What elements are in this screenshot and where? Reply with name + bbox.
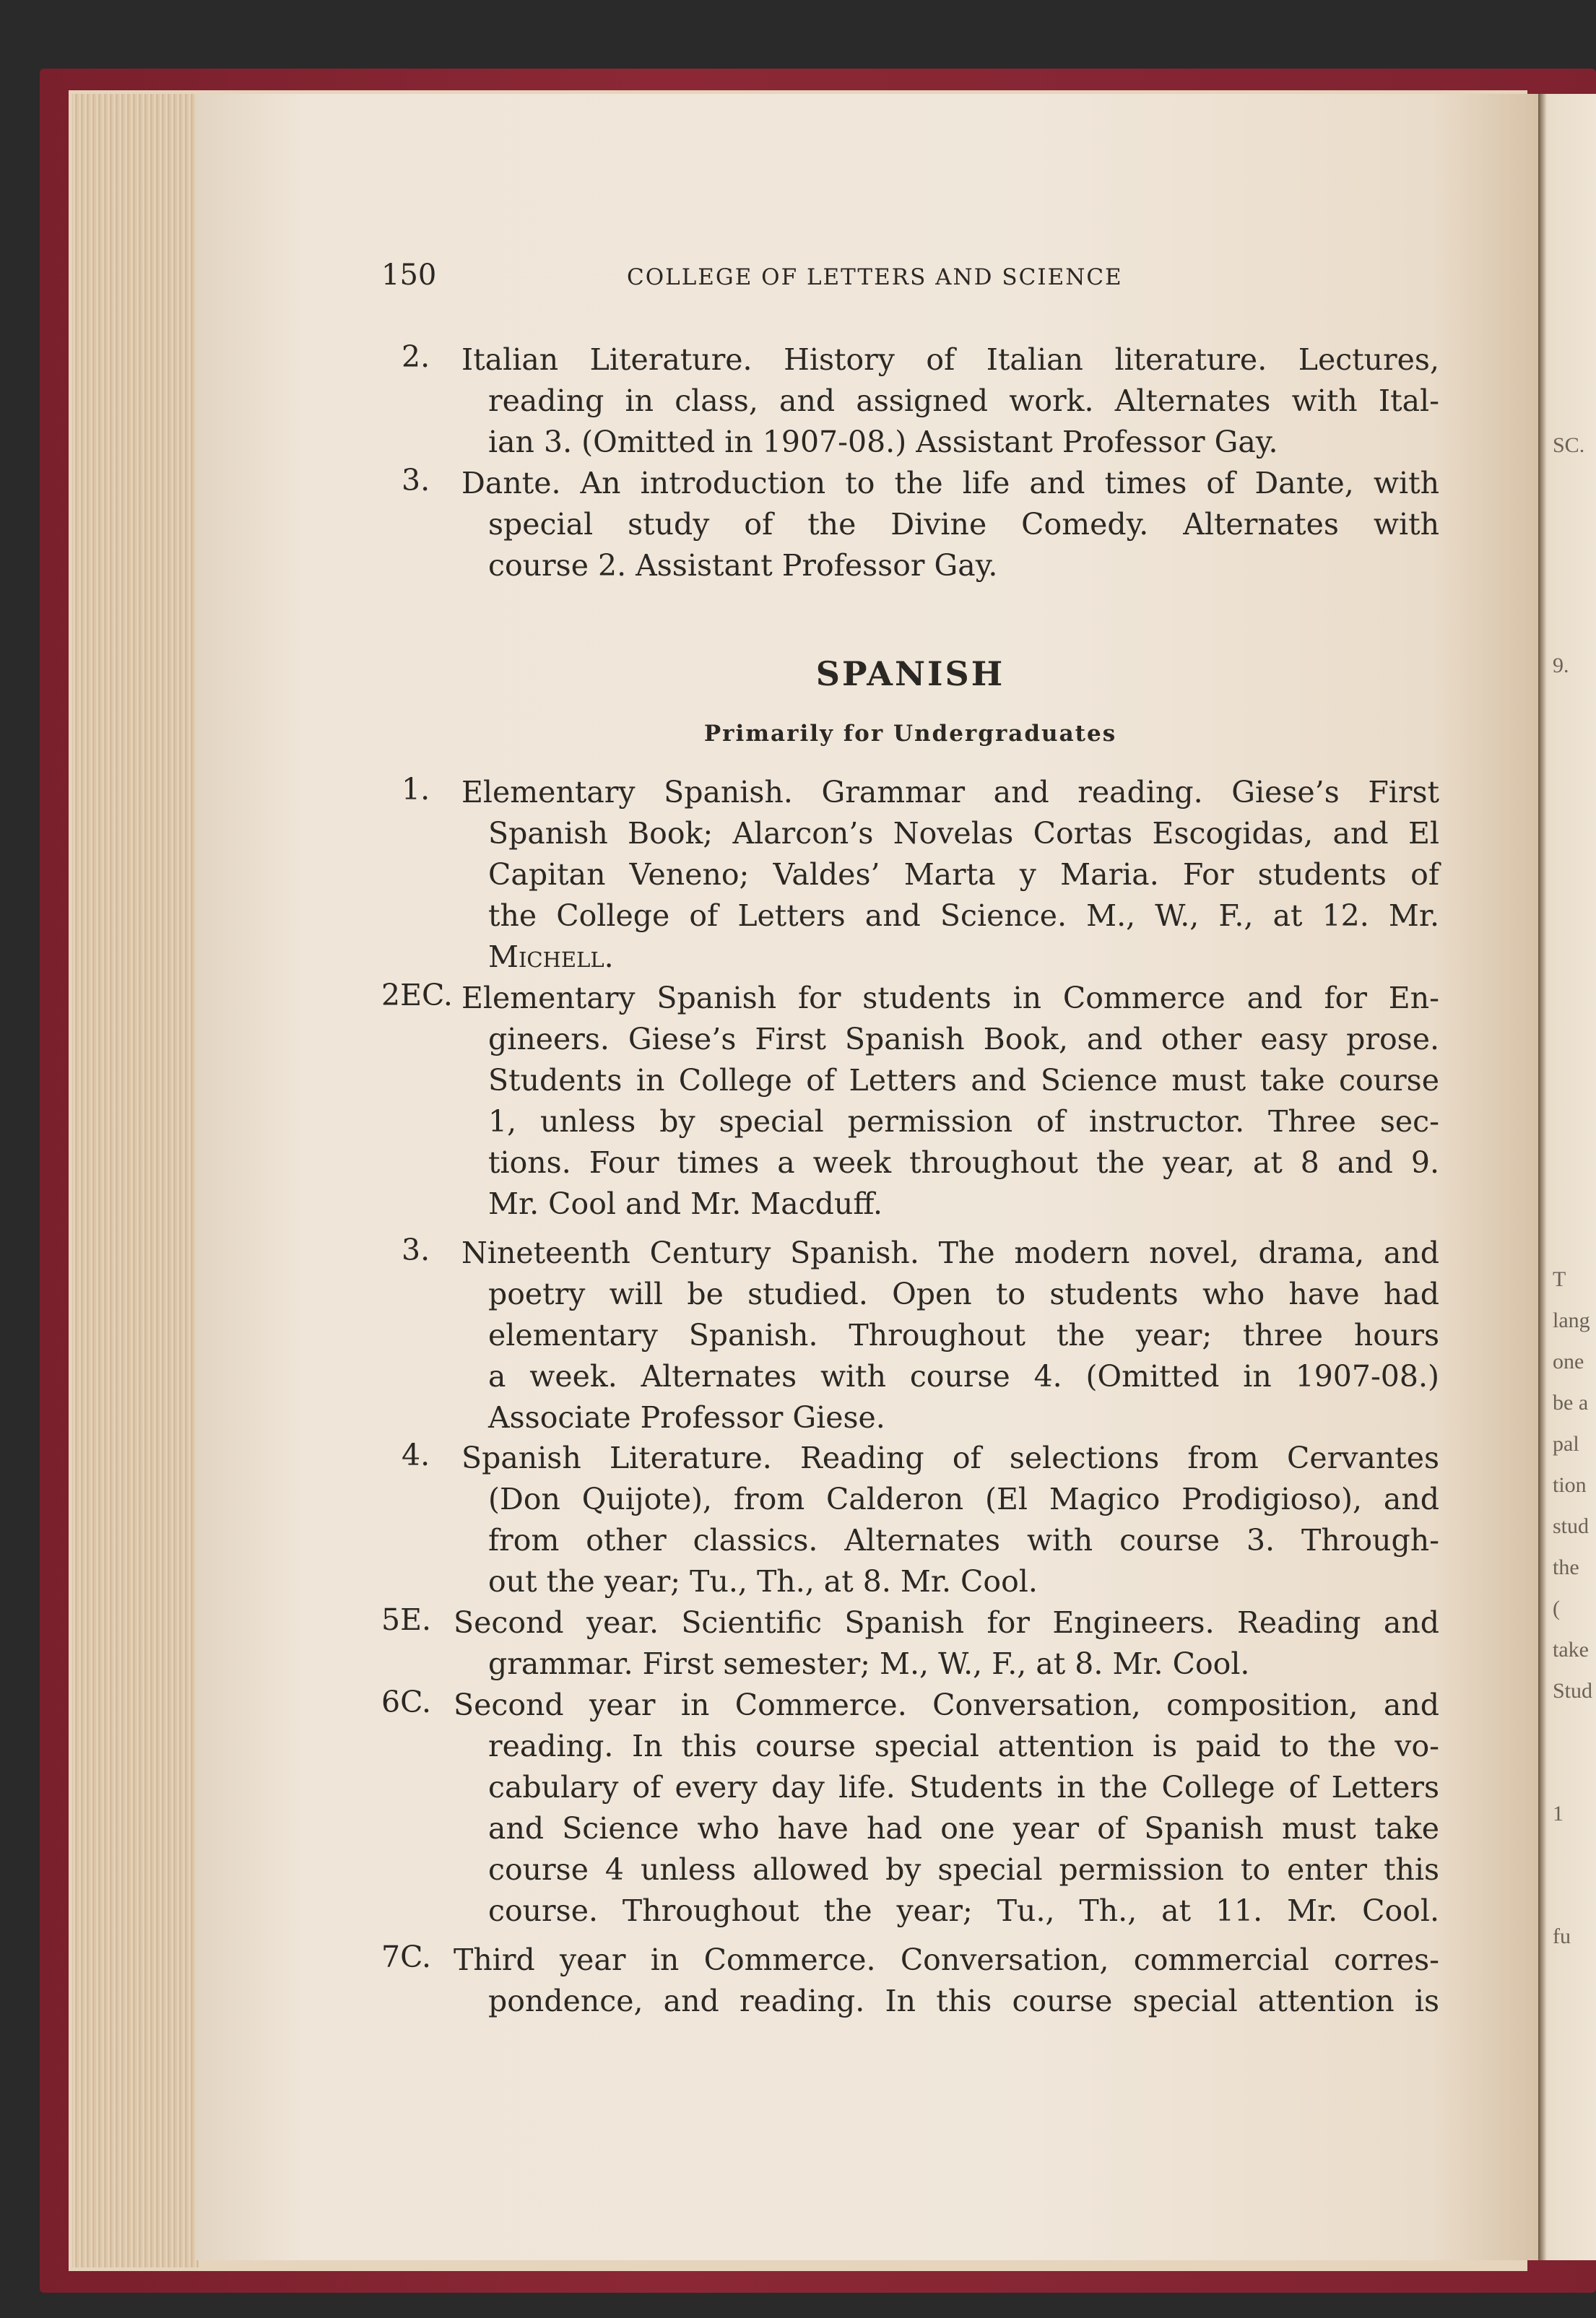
course-entry [381, 772, 1439, 978]
course-entry [381, 1602, 1439, 1685]
course-line: Third year in Commerce. Conversation, commercial corres- [454, 1942, 1439, 1977]
course-number: 2EC. [381, 978, 453, 1012]
course-line: Nineteenth Century Spanish. The modern novel, drama, and [461, 1236, 1439, 1270]
course-number: 1. [402, 772, 430, 807]
course-line: Associate Professor Giese. [488, 1400, 885, 1435]
course-line: and Science who have had one year of Spanish must take [488, 1811, 1439, 1846]
course-entry [381, 1940, 1439, 2022]
facing-page-fragment: fu [1553, 1924, 1571, 1948]
course-number: 3. [402, 463, 430, 498]
course-line: Spanish Literature. Reading of selections from Cervantes [461, 1441, 1439, 1475]
facing-page-fragment: SC. [1553, 433, 1585, 457]
course-line: out the year; Tu., Th., at 8. Mr. Cool. [488, 1564, 1038, 1599]
course-entry [381, 339, 1439, 463]
facing-page-fragment: tion [1553, 1473, 1587, 1497]
course-number: 3. [402, 1233, 430, 1267]
running-head [381, 259, 1439, 295]
facing-page-fragment: T [1553, 1267, 1566, 1291]
course-line: 1, unless by special permission of instructor. Three sec- [488, 1104, 1439, 1139]
course-line: Elementary Spanish. Grammar and reading. Giese’s First [461, 775, 1439, 809]
course-number: 7C. [381, 1940, 432, 1974]
course-entry [381, 1685, 1439, 1932]
course-line: reading. In this course special attention is paid to the vo- [488, 1729, 1439, 1763]
course-line: Dante. An introduction to the life and times of Dante, with [461, 466, 1439, 500]
facing-page-fragment: the [1553, 1555, 1579, 1579]
facing-page-fragment: one [1553, 1350, 1584, 1373]
course-line: Second year in Commerce. Conversation, composition, and [454, 1688, 1439, 1722]
course-line: poetry will be studied. Open to students who have had [488, 1277, 1439, 1311]
course-number: 6C. [381, 1685, 432, 1719]
course-line: a week. Alternates with course 4. (Omitted in 1907-08.) [488, 1359, 1439, 1394]
course-line: from other classics. Alternates with course 3. Through- [488, 1523, 1439, 1558]
course-line: course 2. Assistant Professor Gay. [488, 548, 998, 583]
course-line: Michell. [488, 939, 614, 974]
course-number: 5E. [381, 1602, 432, 1637]
facing-page-fragment: take [1553, 1638, 1589, 1662]
course-line: Italian Literature. History of Italian literature. Lectures, [461, 342, 1439, 377]
course-line: Elementary Spanish for students in Commerce and for En- [461, 981, 1439, 1015]
course-line: Mr. Cool and Mr. Macduff. [488, 1186, 883, 1221]
course-number: 4. [402, 1438, 430, 1472]
facing-page-fragment: 1 [1553, 1802, 1564, 1826]
course-entry [381, 1438, 1439, 1602]
facing-page-fragment: be a [1553, 1391, 1589, 1415]
page-edges [72, 94, 199, 2267]
facing-page-fragment: stud [1553, 1514, 1590, 1538]
course-entry [381, 463, 1439, 586]
section-title: SPANISH [815, 654, 1005, 693]
course-line: Students in College of Letters and Science must take course [488, 1063, 1439, 1098]
course-line: course 4 unless allowed by special permission to enter this [488, 1852, 1439, 1887]
course-line: the College of Letters and Science. M., W., F., at 12. Mr. [488, 898, 1439, 933]
section-subtitle: Primarily for Undergraduates [703, 721, 1117, 747]
facing-page-fragment: ( [1553, 1597, 1560, 1620]
course-line: (Don Quijote), from Calderon (El Magico Prodigioso), and [488, 1482, 1439, 1516]
course-line: Second year. Scientific Spanish for Engineers. Reading and [454, 1605, 1439, 1640]
facing-page-fragment: 9. [1553, 654, 1569, 677]
course-entry [381, 978, 1439, 1225]
course-entry [381, 1233, 1439, 1438]
facing-page-fragment: pal [1553, 1432, 1579, 1456]
course-line: grammar. First semester; M., W., F., at 8. Mr. Cool. [488, 1646, 1250, 1681]
course-line: Capitan Veneno; Valdes’ Marta y Maria. For students of [488, 857, 1439, 892]
course-line: ian 3. (Omitted in 1907-08.) Assistant Professor Gay. [488, 425, 1278, 459]
course-line: Spanish Book; Alarcon’s Novelas Cortas Escogidas, and El [488, 816, 1439, 851]
course-line: course. Throughout the year; Tu., Th., at 11. Mr. Cool. [488, 1893, 1439, 1928]
course-line: special study of the Divine Comedy. Alternates with [488, 507, 1439, 542]
course-line: cabulary of every day life. Students in the College of Letters [488, 1770, 1439, 1805]
facing-page-fragment: Stud [1553, 1679, 1593, 1703]
course-line: reading in class, and assigned work. Alternates with Ital- [488, 383, 1439, 418]
course-line: pondence, and reading. In this course special attention is [488, 1984, 1439, 2018]
course-number: 2. [402, 339, 430, 374]
course-line: gineers. Giese’s First Spanish Book, and other easy prose. [488, 1022, 1439, 1056]
course-line: tions. Four times a week throughout the year, at 8 and 9. [488, 1145, 1439, 1180]
course-line: elementary Spanish. Throughout the year; three hours [488, 1318, 1439, 1353]
running-title: COLLEGE OF LETTERS AND SCIENCE [627, 264, 1123, 290]
page-number: 150 [381, 259, 437, 292]
facing-page-fragment: lang [1553, 1308, 1590, 1332]
